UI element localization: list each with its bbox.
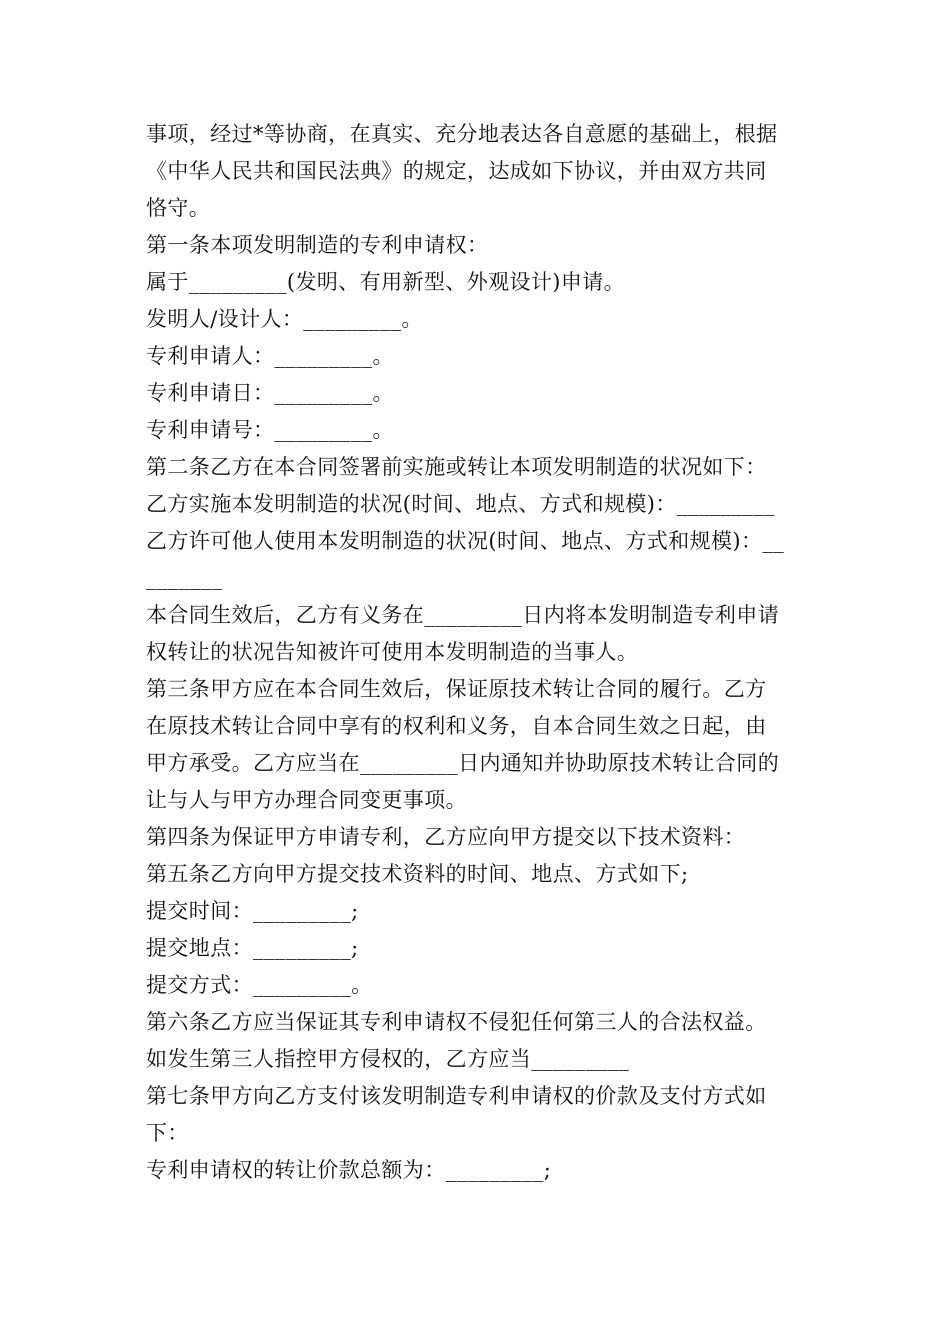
- text-line: 如发生第三人指控甲方侵权的，乙方应当_________: [146, 1047, 630, 1071]
- text-line: 提交时间：_________;: [146, 899, 359, 923]
- text-line: 专利申请号：_________。: [146, 418, 394, 442]
- text-line: 提交方式：_________。: [146, 973, 373, 997]
- clause-heading: 第三条甲方应在本合同生效后，保证原技术转让合同的履行。乙方: [146, 677, 767, 701]
- clause-heading: 第二条乙方在本合同签署前实施或转让本项发明制造的状况如下：: [146, 455, 767, 479]
- text-line: 让与人与甲方办理合同变更事项。: [146, 788, 467, 812]
- text-line: 专利申请权的转让价款总额为：_________;: [146, 1158, 552, 1182]
- text-line: 权转让的状况告知被许可使用本发明制造的当事人。: [146, 640, 639, 664]
- text-line: 专利申请人：_________。: [146, 344, 394, 368]
- text-line: 乙方许可他人使用本发明制造的状况(时间、地点、方式和规模)：__: [146, 529, 785, 553]
- text-line: 属于_________(发明、有用新型、外观设计)申请。: [146, 270, 626, 294]
- text-line: 提交地点：_________;: [146, 936, 359, 960]
- text-line: 《中华人民共和国民法典》的规定，达成如下协议，并由双方共同: [146, 159, 767, 183]
- text-line: 恪守。: [146, 196, 211, 220]
- clause-heading: 第五条乙方向甲方提交技术资料的时间、地点、方式如下;: [146, 862, 689, 886]
- text-line: 甲方承受。乙方应当在_________日内通知并协助原技术转让合同的: [146, 751, 780, 775]
- clause-heading: 第六条乙方应当保证其专利申请权不侵犯任何第三人的合法权益。: [146, 1010, 767, 1034]
- text-line: 在原技术转让合同中享有的权利和义务，自本合同生效之日起，由: [146, 714, 767, 738]
- clause-heading: 第四条为保证甲方申请专利，乙方应向甲方提交以下技术资料：: [146, 825, 746, 849]
- text-line: 事项，经过*等协商，在真实、充分地表达各自意愿的基础上，根据: [146, 122, 778, 146]
- text-line: 乙方实施本发明制造的状况(时间、地点、方式和规模)：_________: [146, 492, 775, 516]
- text-line: _______: [146, 566, 223, 590]
- text-line: 发明人/设计人：_________。: [146, 307, 423, 331]
- clause-heading: 第七条甲方向乙方支付该发明制造专利申请权的价款及支付方式如: [146, 1084, 767, 1108]
- text-line: 专利申请日：_________。: [146, 381, 394, 405]
- document-body: [146, 116, 810, 1189]
- text-line: 下：: [146, 1121, 189, 1145]
- clause-heading: 第一条本项发明制造的专利申请权：: [146, 233, 489, 257]
- text-line: 本合同生效后，乙方有义务在_________日内将本发明制造专利申请: [146, 603, 780, 627]
